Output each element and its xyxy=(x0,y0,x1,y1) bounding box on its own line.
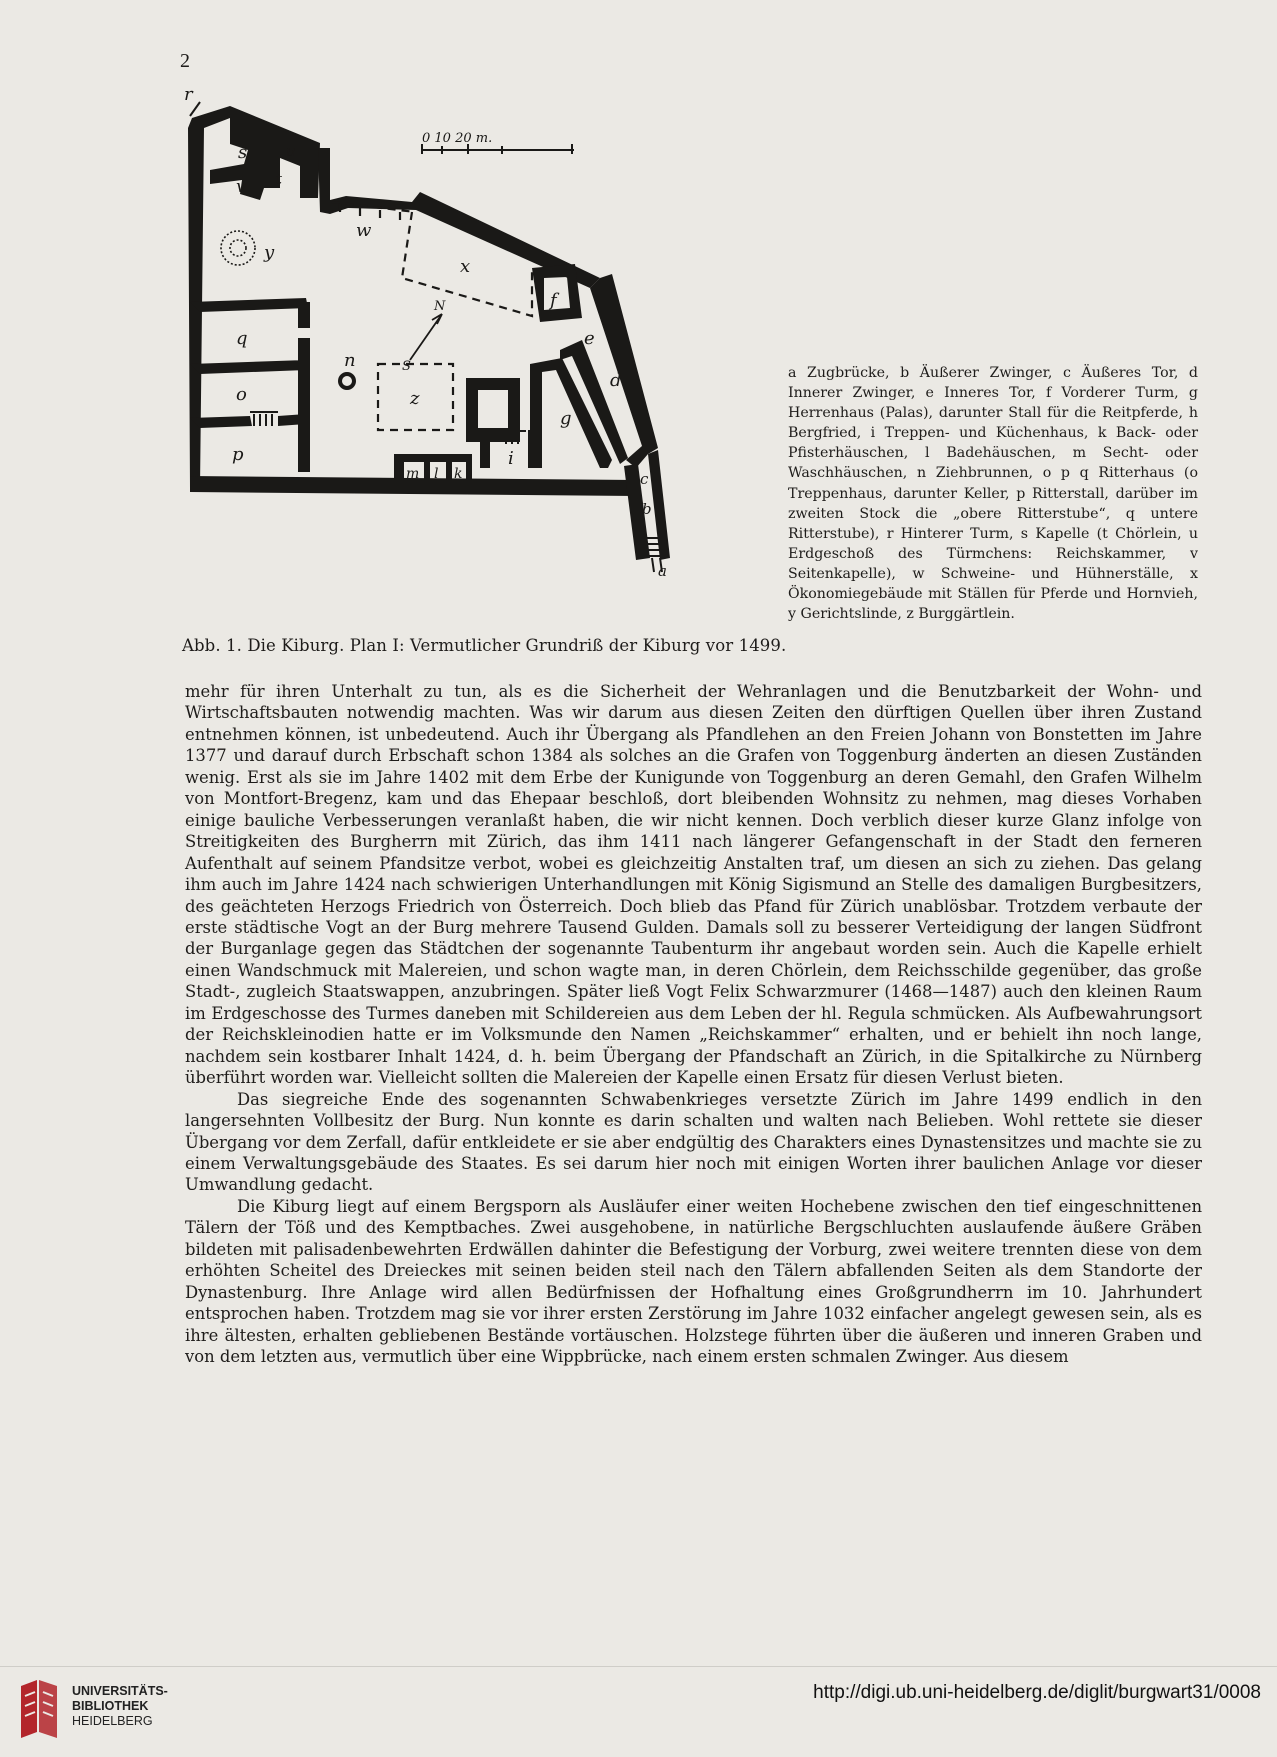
plan-label-p: p xyxy=(232,444,244,465)
plan-label-q: q xyxy=(236,328,248,349)
plan-label-t: t xyxy=(276,170,283,188)
plan-label-g: g xyxy=(560,408,572,429)
plan-label-z: z xyxy=(410,388,420,409)
plan-label-l: l xyxy=(434,466,439,482)
plan-label-n: n xyxy=(344,350,356,371)
plan-label-r: r xyxy=(184,88,193,105)
plan-well-n xyxy=(340,374,354,388)
plan-label-m: m xyxy=(406,466,420,482)
figure-caption: Abb. 1. Die Kiburg. Plan I: Vermutlicher Grundriß der Kiburg vor 1499. xyxy=(182,636,787,655)
plan-tower-f xyxy=(532,264,582,322)
plan-label-o: o xyxy=(236,384,247,405)
plan-label-a: a xyxy=(658,562,667,580)
plan-scale-text: 0 10 20 m. xyxy=(422,131,493,146)
plan-label-v: v xyxy=(236,176,247,197)
library-name-line1: UNIVERSITÄTS- xyxy=(72,1684,168,1698)
plan-label-s: s xyxy=(238,142,248,163)
plan-label-k: k xyxy=(454,466,463,482)
paragraph-1: mehr für ihren Unterhalt zu tun, als es die Sicherheit der Wehranlagen und die Benutzbarkeit der Wohn- und Wirtschaftsbauten notwendig machten. Was wir darum aus diesen Zeiten den dürftigen Quellen über ihren Zustand entnehmen können, ist unbedeutend. Auch ihr Übergang als Pfandlehen an den Freien Johann von Bonstetten im Jahre 1377 und darauf durch Erbschaft schon 1384 als solches an die Grafen von Toggenburg änderten an diesen Zuständen wenig. Erst als sie im Jahre 1402 mit dem Erbe der Kunigunde von Toggenburg an deren Gemahl, den Grafen Wilhelm von Montfort-Bregenz, kam und das Ehepaar beschloß, dort bleibenden Wohnsitz zu nehmen, mag dieses Vorhaben einige bauliche Verbesserungen veranlaßt haben, die wir nicht kennen. Doch verblich dieser kurze Glanz infolge von Streitigkeiten des Burgherrn mit Zürich, das ihm 1411 nach längerer Gefangenschaft in der Stadt den ferneren Aufenthalt auf seinem Pfandsitze verbot, wobei es gleichzeitig Anstalten traf, um diesen an sich zu ziehen. Das gelang ihm auch im Jahre 1424 nach schwierigen Unterhandlungen mit König Sigismund an Stelle des damaligen Burgbesitzers, des geächteten Herzogs Friedrich von Österreich. Doch blieb das Pfand für Zürich unablösbar. Trotzdem verbaute der erste städtische Vogt an der Burg mehrere Tausend Gulden. Damals soll zu besserer Verteidigung der langen Südfront der Burganlage gegen das Städtchen der sogenannte Taubenturm ihr angebaut worden sein. Auch die Kapelle erhielt einen Wandschmuck mit Malereien, und schon wagte man, in deren Chörlein, dem Reichsschilde gegenüber, das große Stadt-, zugleich Staatswappen, anzubringen. Später ließ Vogt Felix Schwarzmurer (1468—1487) auch den kleinen Raum im Erdgeschosse des Turmes daneben mit Schildereien aus dem Leben der hl. Regula schmücken. Als Aufbewahrungsort der Reichskleinodien hatte er im Volksmunde den Namen „Reichskammer“ erhalten, und er behielt ihn noch lange, nachdem sein kostbarer Inhalt 1424, d. h. beim Übergang der Pfandschaft an Zürich, in die Spitalkirche zu Nürnberg überführt worden war. Vielleicht sollten die Malereien der Kapelle einen Ersatz für diesen Verlust bieten. xyxy=(185,682,1202,1088)
plan-label-w: w xyxy=(356,220,372,241)
page-number: 2 xyxy=(180,50,190,72)
viewer-footer xyxy=(0,1666,1277,1757)
plan-label-d: d xyxy=(610,370,622,391)
figure-legend: a Zugbrücke, b Äußerer Zwinger, c Äußeres Tor, d Innerer Zwinger, e Inneres Tor, f Vorderer Turm, g Herrenhaus (Palas), darunter Stall für die Reitpferde, h Bergfried, i Treppen- und Küchenhaus, k Back- oder Pfisterhäuschen, l Badehäuschen, m Secht- oder Waschhäuschen, n Ziehbrunnen, o p q Ritterhaus (o Treppenhaus, darunter Keller, p Ritterstall, darüber im zweiten Stock die „obere Ritterstube“, q untere Ritterstube), r Hinterer Turm, s Kapelle (t Chörlein, u Erdgeschoß des Türmchens: Reichskammer, v Seitenkapelle), w Schweine- und Hühnerställe, x Ökonomiegebäude mit Ställen für Pferde und Hornvieh, y Gerichtslinde, z Burggärtlein. xyxy=(788,365,1198,623)
plan-label-b: b xyxy=(642,500,652,518)
library-name[interactable] xyxy=(72,1684,168,1729)
plan-label-x: x xyxy=(460,256,471,277)
plan-label-y: y xyxy=(264,242,275,263)
plan-wall-rooms xyxy=(190,298,310,472)
plan-label-u: u xyxy=(286,142,296,160)
plan-label-e: e xyxy=(584,328,595,349)
plan-label-N: N xyxy=(434,299,446,314)
castle-floor-plan xyxy=(180,88,770,638)
plan-label-f: f xyxy=(550,290,557,311)
permalink-url[interactable]: http://digi.ub.uni-heidelberg.de/diglit/burgwart31/0008 xyxy=(813,1682,1261,1703)
paragraph-2: Das siegreiche Ende des sogenannten Schwabenkrieges versetzte Zürich im Jahre 1499 endlich in den langersehnten Vollbesitz der Burg. Nun konnte es darin schalten und walten nach Belieben. Wohl rettete sie dieser Übergang vor dem Zerfall, dafür entkleidete er sie aber endgültig des Charakters eines Dynastensitzes und machte sie zu einem Verwaltungsgebäude des Staates. Es sei darum hier noch mit einigen Worten ihrer baulichen Anlage vor dieser Umwandlung gedacht. xyxy=(185,1089,1202,1195)
plan-label-h: h xyxy=(486,398,498,419)
plan-label-c: c xyxy=(640,470,649,488)
library-name-line2: BIBLIOTHEK xyxy=(72,1699,149,1713)
plan-wall-chapel xyxy=(210,106,320,200)
footer-divider xyxy=(0,1666,1277,1667)
plan-label-i: i xyxy=(508,448,514,469)
plan-stairs-o xyxy=(250,412,278,426)
plan-linden-y xyxy=(221,231,255,265)
library-name-line3: HEIDELBERG xyxy=(72,1714,153,1728)
plan-north-arrow xyxy=(410,314,442,360)
university-library-logo[interactable] xyxy=(15,1676,63,1742)
body-text xyxy=(185,681,1202,1368)
paragraph-3: Die Kiburg liegt auf einem Bergsporn als Ausläufer einer weiten Hochebene zwischen den tief eingeschnittenen Tälern der Töß und des Kemptbaches. Zwei ausgehobene, in natürliche Bergschluchten auslaufende äußere Gräben bildeten mit palisadenbewehrten Erdwällen dahinter die Befestigung der Vorburg, zwei weitere trennten diese von dem erhöhten Scheitel des Dreieckes mit seinen beiden steil nach den Tälern abfallenden Seiten als dem Standorte der Dynastenburg. Ihre Anlage wird allen Bedürfnissen der Hofhaltung eines Großgrundherrn im 10. Jahrhundert entsprochen haben. Trotzdem mag sie vor ihrer ersten Zerstörung im Jahre 1032 einfacher angelegt gewesen sein, als es ihre ältesten, erhalten gebliebenen Bestände vortäuschen. Holzstege führten über die äußeren und inneren Graben und von dem letzten aus, vermutlich über eine Wippbrücke, nach einem ersten schmalen Zwinger. Aus diesem xyxy=(185,1196,1202,1367)
plan-wall-west xyxy=(188,106,230,488)
plan-label-S: S xyxy=(402,359,411,374)
